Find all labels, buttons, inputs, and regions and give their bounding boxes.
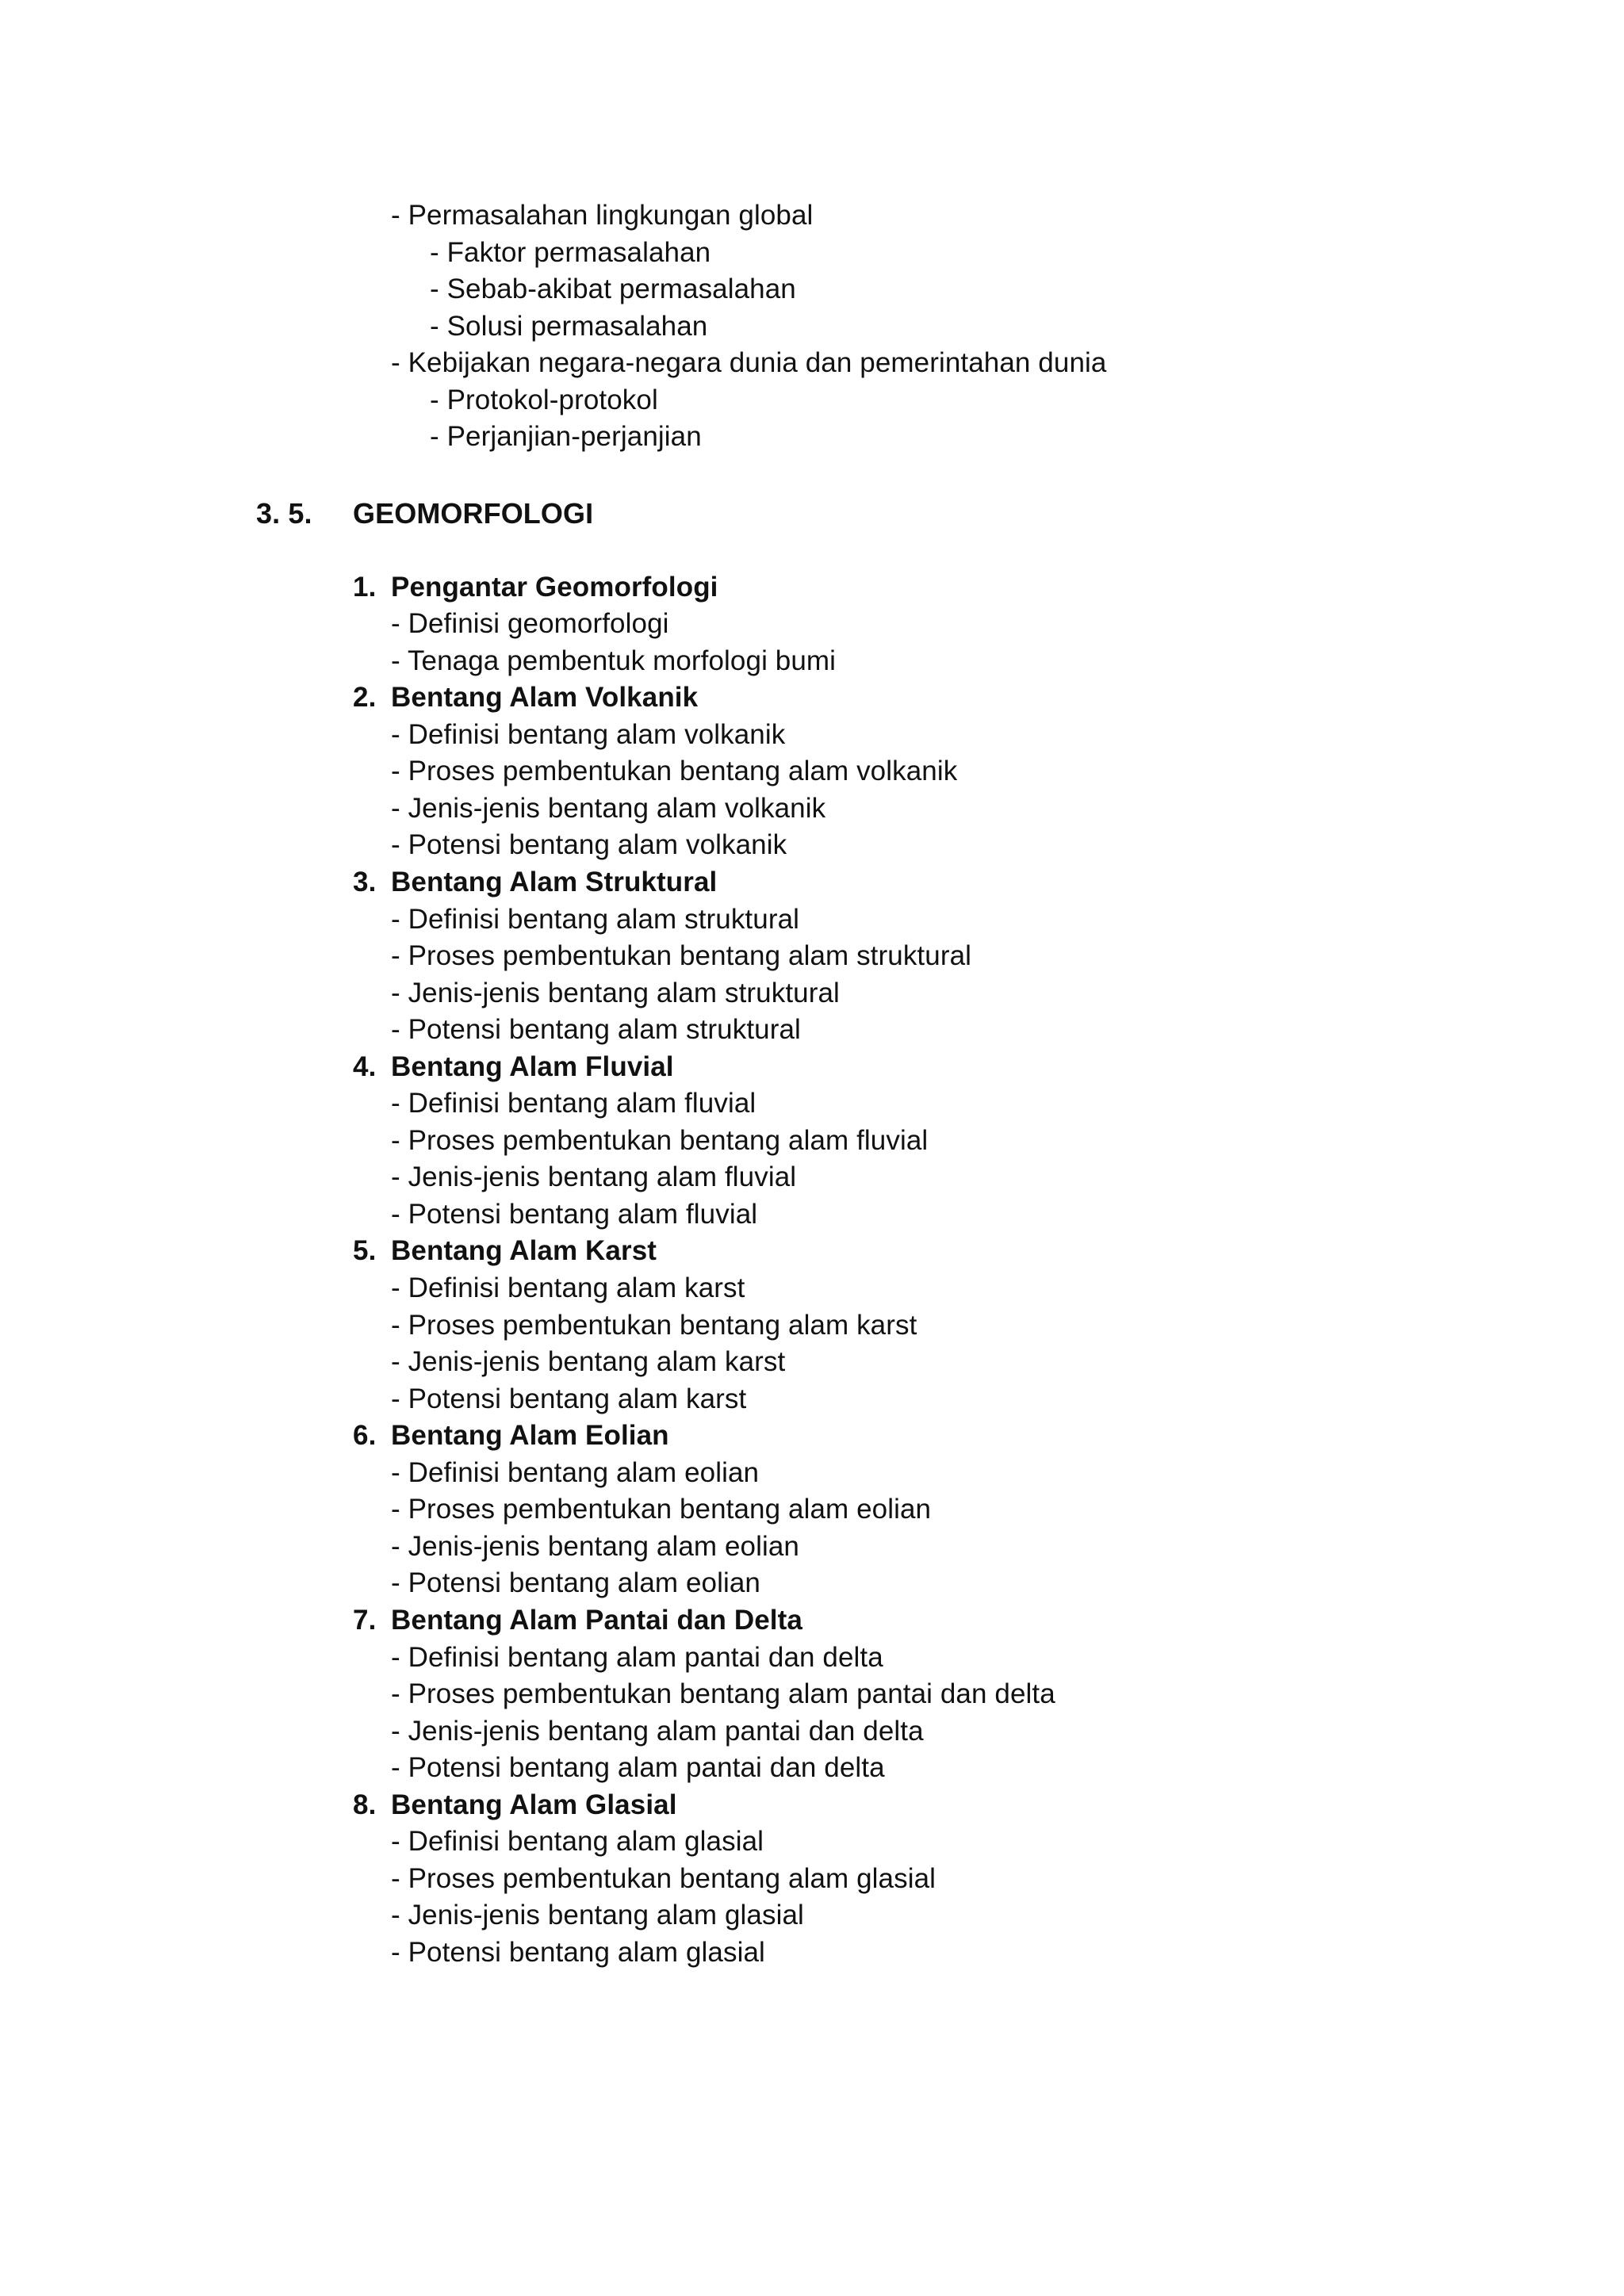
topic-number: 6.	[353, 1420, 377, 1451]
topic-title: Bentang Alam Pantai dan Delta	[391, 1605, 802, 1636]
topic-title: Bentang Alam Struktural	[391, 867, 718, 897]
list-item: - Jenis-jenis bentang alam karst	[391, 1346, 786, 1377]
topic-title: Bentang Alam Glasial	[391, 1789, 677, 1820]
list-item: - Potensi bentang alam karst	[391, 1383, 747, 1414]
section-number: 3. 5.	[256, 497, 312, 530]
list-item: - Potensi bentang alam pantai dan delta	[391, 1752, 885, 1783]
topic-number: 7.	[353, 1605, 377, 1636]
list-item: - Sebab-akibat permasalahan	[430, 274, 796, 304]
list-item: - Potensi bentang alam volkanik	[391, 829, 787, 860]
topic-number: 8.	[353, 1789, 377, 1820]
topic-number: 3.	[353, 867, 377, 897]
list-item: - Definisi bentang alam pantai dan delta	[391, 1642, 883, 1673]
list-item: - Proses pembentukan bentang alam fluvial	[391, 1125, 929, 1156]
section-title: GEOMORFOLOGI	[353, 497, 594, 530]
list-item: - Definisi geomorfologi	[391, 608, 669, 639]
list-item: - Jenis-jenis bentang alam eolian	[391, 1531, 799, 1562]
list-item: - Potensi bentang alam fluvial	[391, 1199, 758, 1230]
list-item: - Faktor permasalahan	[430, 237, 711, 268]
list-item: - Solusi permasalahan	[430, 311, 708, 342]
topic-title: Bentang Alam Karst	[391, 1235, 657, 1266]
list-item: - Jenis-jenis bentang alam glasial	[391, 1900, 804, 1931]
topic-number: 2.	[353, 682, 377, 713]
list-item: - Definisi bentang alam volkanik	[391, 719, 786, 750]
topic-title: Pengantar Geomorfologi	[391, 572, 718, 603]
list-item: - Protokol-protokol	[430, 385, 658, 415]
list-item: - Proses pembentukan bentang alam volkanik	[391, 756, 958, 786]
list-item: - Kebijakan negara-negara dunia dan pemerintahan dunia	[391, 347, 1107, 378]
list-item: - Jenis-jenis bentang alam pantai dan delta	[391, 1716, 924, 1747]
topic-number: 4.	[353, 1051, 377, 1082]
list-item: - Definisi bentang alam eolian	[391, 1457, 760, 1488]
list-item: - Proses pembentukan bentang alam pantai dan delta	[391, 1678, 1055, 1709]
list-item: - Definisi bentang alam karst	[391, 1272, 745, 1303]
list-item: - Proses pembentukan bentang alam struktural	[391, 940, 972, 971]
list-item: - Perjanjian-perjanjian	[430, 421, 702, 452]
list-item: - Permasalahan lingkungan global	[391, 200, 814, 231]
list-item: - Jenis-jenis bentang alam struktural	[391, 978, 840, 1008]
list-item: - Proses pembentukan bentang alam glasial	[391, 1863, 936, 1894]
list-item: - Potensi bentang alam struktural	[391, 1014, 801, 1045]
list-item: - Jenis-jenis bentang alam fluvial	[391, 1161, 797, 1192]
list-item: - Definisi bentang alam struktural	[391, 904, 800, 935]
topic-number: 1.	[353, 572, 377, 603]
list-item: - Definisi bentang alam fluvial	[391, 1088, 756, 1119]
list-item: - Potensi bentang alam eolian	[391, 1567, 760, 1598]
topic-title: Bentang Alam Volkanik	[391, 682, 699, 713]
list-item: - Definisi bentang alam glasial	[391, 1826, 764, 1857]
list-item: - Proses pembentukan bentang alam eolian	[391, 1494, 932, 1525]
topic-number: 5.	[353, 1235, 377, 1266]
list-item: - Jenis-jenis bentang alam volkanik	[391, 793, 826, 824]
list-item: - Proses pembentukan bentang alam karst	[391, 1310, 917, 1341]
topic-title: Bentang Alam Eolian	[391, 1420, 669, 1451]
topic-title: Bentang Alam Fluvial	[391, 1051, 674, 1082]
list-item: - Potensi bentang alam glasial	[391, 1937, 765, 1968]
list-item: - Tenaga pembentuk morfologi bumi	[391, 645, 837, 676]
